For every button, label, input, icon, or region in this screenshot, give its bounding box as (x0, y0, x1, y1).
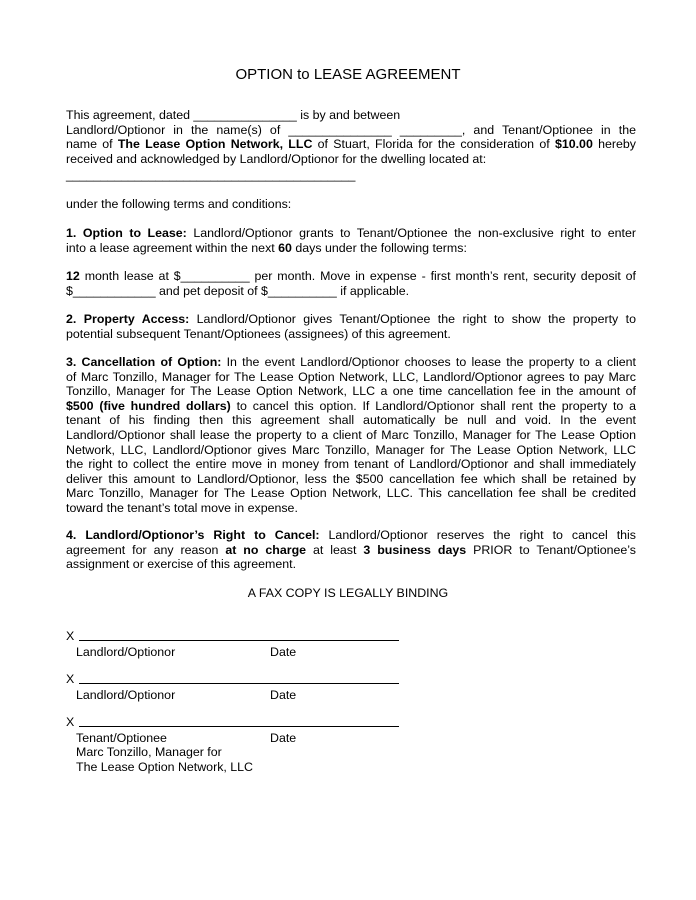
signature-mark-3: X (66, 715, 75, 729)
section-right-to-cancel (66, 528, 636, 572)
terms-intro: under the following terms and conditions: (66, 197, 292, 211)
signature-mark-1: X (66, 629, 75, 643)
signatory-name: Marc Tonzillo, Manager for (76, 745, 222, 759)
signature-role-2: Landlord/Optionor (76, 688, 176, 702)
signature-date-label-3: Date (270, 731, 297, 745)
intro-line-2: Landlord/Optionor in the name(s) of _______________ _________, and Tenant/Optionee in the (66, 122, 636, 137)
intro-line-3: name of The Lease Option Network, LLC of Stuart, Florida for the consideration of $10.00 hereby (66, 137, 636, 152)
section-3-line-11: toward the tenant’s total move in expense. (66, 500, 298, 515)
section-2-line-1: 2. Property Access: Landlord/Optionor gives Tenant/Optionee the right to show the property to (66, 312, 636, 326)
section-3-line-8: the right to collect the entire move in money from tenant of Landlord/Optionor and shall immediately (66, 457, 636, 472)
document-title: OPTION to LEASE AGREEMENT (235, 66, 461, 83)
section-4-line-1: 4. Landlord/Optionor’s Right to Cancel: Landlord/Optionor reserves the right to cancel this (66, 528, 637, 542)
section-property-access (66, 312, 636, 341)
intro-line-4: received and acknowledged by Landlord/Optionor for the dwelling located at: (66, 151, 487, 166)
section-option-to-lease (66, 226, 636, 255)
signature-date-label-1: Date (270, 645, 297, 659)
address-blank: __________________________________________ (66, 168, 356, 183)
section-1-line-2: into a lease agreement within the next 60 days under the following terms: (66, 240, 467, 255)
section-3-line-6: Landlord/Optionor shall lease the property to a client of Marc Tonzillo, Manager for The Lease Option (66, 427, 636, 442)
signatory-company: The Lease Option Network, LLC (76, 760, 254, 774)
section-3-line-10: Marc Tonzillo, Manager for The Lease Option Network, LLC. This cancellation fee shall be credited (66, 486, 636, 501)
section-3-line-1: 3. Cancellation of Option: In the event Landlord/Optionor chooses to lease the property to a client (66, 355, 636, 369)
fax-notice: A FAX COPY IS LEGALLY BINDING (247, 586, 449, 600)
section-3-line-4: $500 (five hundred dollars) to cancel this option. If Landlord/Optionor shall rent the property to a (66, 398, 636, 413)
section-3-line-9: deliver this amount to Landlord/Optionor, less the $500 cancellation fee which shall be retained by (66, 471, 636, 486)
signature-date-label-2: Date (270, 688, 297, 702)
section-3-line-5: tenant of his finding then this agreement shall automatically be null and void. In the event (66, 413, 636, 428)
section-1-line-1: 1. Option to Lease: Landlord/Optionor grants to Tenant/Optionee the non-exclusive right to enter (66, 226, 637, 240)
lease-terms-line-1: 12 month lease at $__________ per month. Move in expense - first month’s rent, security deposit of (66, 269, 636, 283)
section-3-line-7: Network, LLC, Landlord/Optionor gives Marc Tonzillo, Manager for The Lease Option Network, LLC (66, 442, 636, 457)
section-3-line-3: Tonzillo, Manager for The Lease Option Network, LLC a one time cancellation fee in the amount of (66, 384, 636, 399)
signature-mark-2: X (66, 672, 75, 686)
section-cancellation-of-option (66, 355, 636, 516)
section-3-line-2: of Marc Tonzillo, Manager for The Lease Option Network, LLC, Landlord/Optionor agrees to pay Marc (66, 369, 636, 384)
intro-line-1: This agreement, dated _______________ is by and between (66, 108, 401, 122)
signature-role-1: Landlord/Optionor (76, 645, 176, 659)
section-4-line-2: agreement for any reason at no charge at least 3 business days PRIOR to Tenant/Optionee’s (66, 542, 636, 557)
signature-line-1[interactable] (79, 640, 399, 641)
intro-paragraph (66, 108, 636, 183)
signature-line-2[interactable] (79, 683, 399, 684)
signature-role-3: Tenant/Optionee (76, 731, 167, 745)
signature-line-3[interactable] (79, 726, 399, 727)
lease-terms-line-2: $____________ and pet deposit of $__________ if applicable. (66, 283, 410, 298)
section-4-line-3: assignment or exercise of this agreement. (66, 557, 297, 572)
lease-terms-paragraph (66, 269, 636, 298)
section-2-line-2: potential subsequent Tenant/Optionees (assignees) of this agreement. (66, 326, 451, 341)
